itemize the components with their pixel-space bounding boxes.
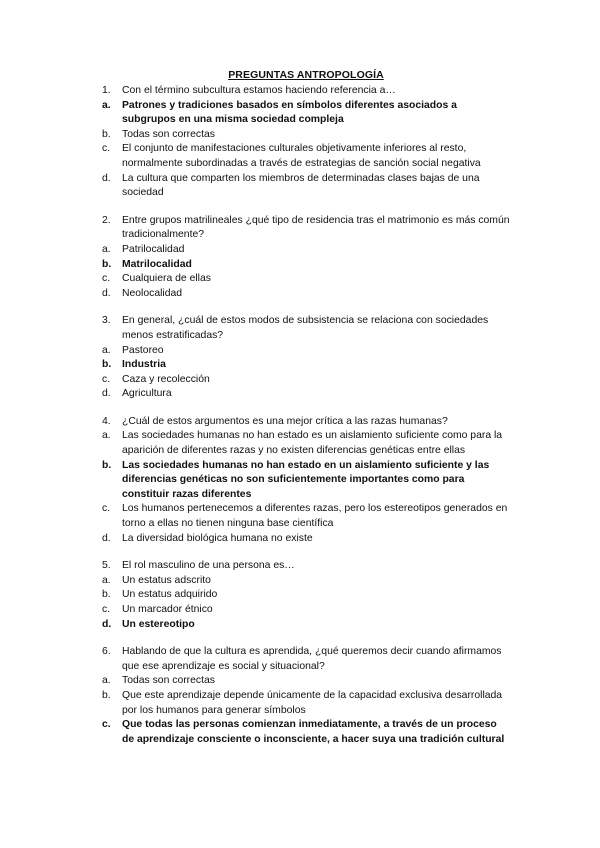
question-row <box>102 214 510 243</box>
question-number: 2. <box>102 214 111 226</box>
question-number: 3. <box>102 315 111 327</box>
option <box>102 272 510 287</box>
question-text: ¿Cuál de estos argumentos es una mejor crítica a las razas humanas? <box>122 415 448 427</box>
option-text: Caza y recolección <box>122 373 210 385</box>
question-number: 1. <box>102 85 111 96</box>
question-block <box>102 214 510 302</box>
option-marker: a. <box>102 99 111 111</box>
question-row <box>102 314 510 343</box>
question-number: 4. <box>102 415 111 427</box>
option-text: Un marcador étnico <box>122 604 213 615</box>
question-text: Hablando de que la cultura es aprendida, ¿qué queremos decir cuando afirmamos que ese aprendizaje es social y situacional? <box>122 646 502 672</box>
option-correct <box>102 99 510 128</box>
option-marker: d. <box>102 388 111 400</box>
option-marker: c. <box>102 719 111 731</box>
question-text: El rol masculino de una persona es… <box>122 560 295 572</box>
option-marker: b. <box>102 128 111 140</box>
option-marker: d. <box>102 287 111 299</box>
option-correct <box>102 618 510 633</box>
option <box>102 172 510 201</box>
option-marker: b. <box>102 359 112 371</box>
option-text: Las sociedades humanas no han estado es un aislamiento suficiente como para la aparición de diferentes razas y no existen diferencias genéticas entre ellas <box>122 430 503 457</box>
page-title: PREGUNTAS ANTROPOLOGÍA <box>228 69 384 81</box>
option <box>102 532 510 547</box>
option-text: Un estatus adscrito <box>122 574 211 586</box>
option-marker: d. <box>102 172 111 184</box>
option <box>102 574 510 589</box>
option <box>102 689 510 718</box>
option-correct <box>102 718 510 747</box>
option-text: Que todas las personas comienzan inmediatamente, a través de un proceso de aprendizaje consciente o inconsciente, a hacer suya una tradición cultural <box>122 719 505 745</box>
option-marker: c. <box>102 503 111 515</box>
option-marker: b. <box>102 689 111 701</box>
option-text: Pastoreo <box>122 344 164 356</box>
option <box>102 128 510 143</box>
question-block <box>102 645 510 747</box>
option-marker: a. <box>102 430 111 442</box>
option <box>102 243 510 258</box>
option-text: Que este aprendizaje depende únicamente de la capacidad exclusiva desarrollada por los humanos para generar símbolos <box>122 689 503 716</box>
question-block <box>102 84 510 201</box>
option-correct <box>102 258 510 273</box>
option-marker: a. <box>102 675 111 687</box>
option <box>102 429 510 458</box>
question-block <box>102 559 510 632</box>
question-row <box>102 645 510 674</box>
option-text: Matrilocalidad <box>122 258 192 270</box>
question-block <box>102 314 510 402</box>
option <box>102 387 510 402</box>
option-text: La cultura que comparten los miembros de determinadas clases bajas de una sociedad <box>122 172 480 199</box>
option-correct <box>102 358 510 373</box>
question-text: Con el término subcultura estamos haciendo referencia a… <box>122 85 396 96</box>
option-text: Patrones y tradiciones basados en símbolos diferentes asociados a subgrupos en una misma sociedad compleja <box>122 99 457 126</box>
option-marker: b. <box>102 258 112 270</box>
option-text: Un estereotipo <box>122 618 195 630</box>
question-number: 5. <box>102 560 111 572</box>
option-marker: d. <box>102 618 112 630</box>
question-text: Entre grupos matrilineales ¿qué tipo de residencia tras el matrimonio es más común tradicionalmente? <box>122 214 510 241</box>
option-text: Cualquiera de ellas <box>122 273 211 285</box>
option-text: Patrilocalidad <box>122 243 185 255</box>
option-text: Las sociedades humanas no han estado en un aislamiento suficiente y las diferencias genéticas no son suficientemente importantes como para constituir razas diferentes <box>122 459 490 500</box>
option-text: Los humanos pertenecemos a diferentes razas, pero los estereotipos generados en torno a ellas no tienen ninguna base científica <box>122 503 508 530</box>
option-marker: c. <box>102 143 111 155</box>
option <box>102 588 510 603</box>
question-number: 6. <box>102 646 111 658</box>
option <box>102 373 510 388</box>
option-text: El conjunto de manifestaciones culturales objetivamente inferiores al resto, normalmente subordinadas a través de estrategias de sanción social negativa <box>122 143 481 169</box>
option <box>102 344 510 359</box>
option-marker: c. <box>102 604 111 615</box>
question-row <box>102 84 510 99</box>
option-text: Industria <box>122 359 166 371</box>
option-text: Todas son correctas <box>122 675 215 687</box>
option-correct <box>102 459 510 503</box>
option-marker: c. <box>102 273 111 285</box>
option-marker: a. <box>102 344 111 356</box>
option-text: Neolocalidad <box>122 287 183 299</box>
question-row <box>102 415 510 430</box>
option-marker: a. <box>102 574 111 586</box>
option-marker: a. <box>102 243 111 255</box>
question-row <box>102 559 510 574</box>
option <box>102 674 510 689</box>
option-text: Todas son correctas <box>122 128 215 140</box>
option-text: La diversidad biológica humana no existe <box>122 532 313 544</box>
option <box>102 502 510 531</box>
option-marker: b. <box>102 459 112 471</box>
option-marker: b. <box>102 589 111 601</box>
option-marker: d. <box>102 532 111 544</box>
option <box>102 142 510 171</box>
question-block <box>102 415 510 546</box>
option-text: Un estatus adquirido <box>122 589 218 601</box>
option <box>102 603 510 618</box>
question-text: En general, ¿cuál de estos modos de subsistencia se relaciona con sociedades menos estratificadas? <box>122 315 489 341</box>
option-text: Agricultura <box>122 388 172 400</box>
option <box>102 287 510 302</box>
option-marker: c. <box>102 373 111 385</box>
question-list <box>102 84 510 747</box>
